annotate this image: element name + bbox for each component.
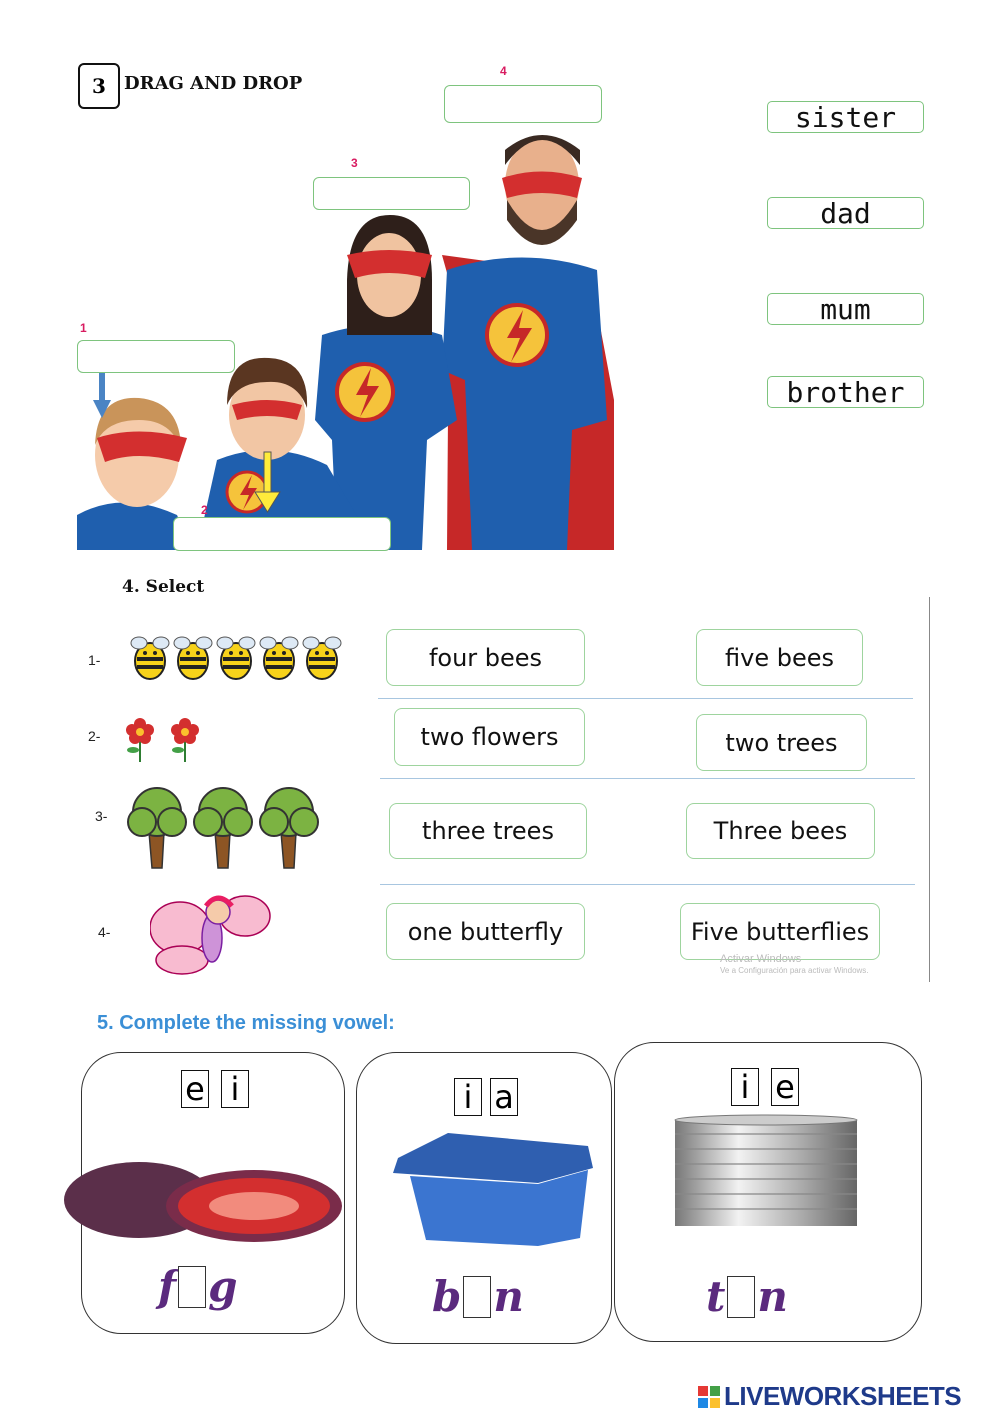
option-one-butterfly[interactable]: one butterfly bbox=[386, 903, 585, 960]
liveworksheets-logo bbox=[698, 1381, 961, 1412]
drag-word-dad[interactable]: dad bbox=[767, 197, 924, 229]
row-number-1: 1- bbox=[88, 652, 101, 668]
option-three-trees[interactable]: three trees bbox=[389, 803, 587, 859]
vowel-tile-i[interactable]: i bbox=[221, 1070, 249, 1108]
brand-name: LIVEWORKSHEETS bbox=[724, 1381, 962, 1411]
letter-start: f bbox=[158, 1262, 177, 1311]
bees-image bbox=[130, 625, 345, 693]
drag-word-brother[interactable]: brother bbox=[767, 376, 924, 408]
option-three-bees[interactable]: Three bees bbox=[686, 803, 875, 859]
slot-number-3: 3 bbox=[351, 156, 358, 170]
watermark-line2: Ve a Configuración para activar Windows. bbox=[720, 966, 869, 975]
drop-slot-4[interactable] bbox=[444, 85, 602, 123]
section-title-select: 4. Select bbox=[122, 577, 205, 597]
word-fig bbox=[158, 1262, 237, 1311]
letter-start: t bbox=[706, 1272, 726, 1321]
missing-vowel-slot[interactable] bbox=[463, 1276, 491, 1318]
bin-image bbox=[388, 1128, 596, 1252]
butterfly-image bbox=[150, 888, 275, 984]
option-two-trees[interactable]: two trees bbox=[696, 714, 867, 771]
letter-end: g bbox=[208, 1262, 238, 1311]
flowers-image bbox=[120, 712, 210, 768]
option-four-bees[interactable]: four bees bbox=[386, 629, 585, 686]
word-bin bbox=[432, 1272, 524, 1321]
row-separator bbox=[380, 884, 915, 885]
row-number-4: 4- bbox=[98, 924, 111, 940]
missing-vowel-slot[interactable] bbox=[727, 1276, 755, 1318]
option-five-butterflies[interactable]: Five butterflies bbox=[680, 903, 880, 960]
tin-can-image bbox=[670, 1114, 862, 1236]
section-number: 3 bbox=[78, 63, 120, 109]
letter-start: b bbox=[432, 1272, 462, 1321]
vowel-tile-a[interactable]: a bbox=[490, 1078, 518, 1116]
trees-image bbox=[124, 782, 324, 874]
fig-image bbox=[64, 1158, 344, 1248]
drop-slot-3[interactable] bbox=[313, 177, 470, 210]
section-title-drag-drop: DRAG AND DROP bbox=[124, 73, 303, 94]
row-number-3: 3- bbox=[95, 808, 108, 824]
letter-end: n bbox=[493, 1272, 524, 1321]
drop-slot-1[interactable] bbox=[77, 340, 235, 373]
watermark-line1: Activar Windows bbox=[720, 953, 802, 965]
slot-number-4: 4 bbox=[500, 64, 507, 78]
option-five-bees[interactable]: five bees bbox=[696, 629, 863, 686]
vowel-tile-e[interactable]: e bbox=[181, 1070, 209, 1108]
drag-word-mum[interactable]: mum bbox=[767, 293, 924, 325]
vertical-divider bbox=[929, 597, 930, 982]
row-separator bbox=[378, 698, 913, 699]
option-two-flowers[interactable]: two flowers bbox=[394, 708, 585, 766]
row-number-2: 2- bbox=[88, 728, 101, 744]
slot-number-2: 2 bbox=[201, 503, 208, 517]
slot-number-1: 1 bbox=[80, 321, 87, 335]
missing-vowel-slot[interactable] bbox=[178, 1266, 206, 1308]
word-tin bbox=[706, 1272, 788, 1321]
vowel-tile-e[interactable]: e bbox=[771, 1068, 799, 1106]
row-separator bbox=[380, 778, 915, 779]
vowel-tile-i[interactable]: i bbox=[454, 1078, 482, 1116]
letter-end: n bbox=[757, 1272, 788, 1321]
drop-slot-2[interactable] bbox=[173, 517, 391, 551]
section-title-vowels: 5. Complete the missing vowel: bbox=[97, 1012, 395, 1034]
logo-icon bbox=[698, 1386, 720, 1408]
drag-word-sister[interactable]: sister bbox=[767, 101, 924, 133]
vowel-tile-i[interactable]: i bbox=[731, 1068, 759, 1106]
